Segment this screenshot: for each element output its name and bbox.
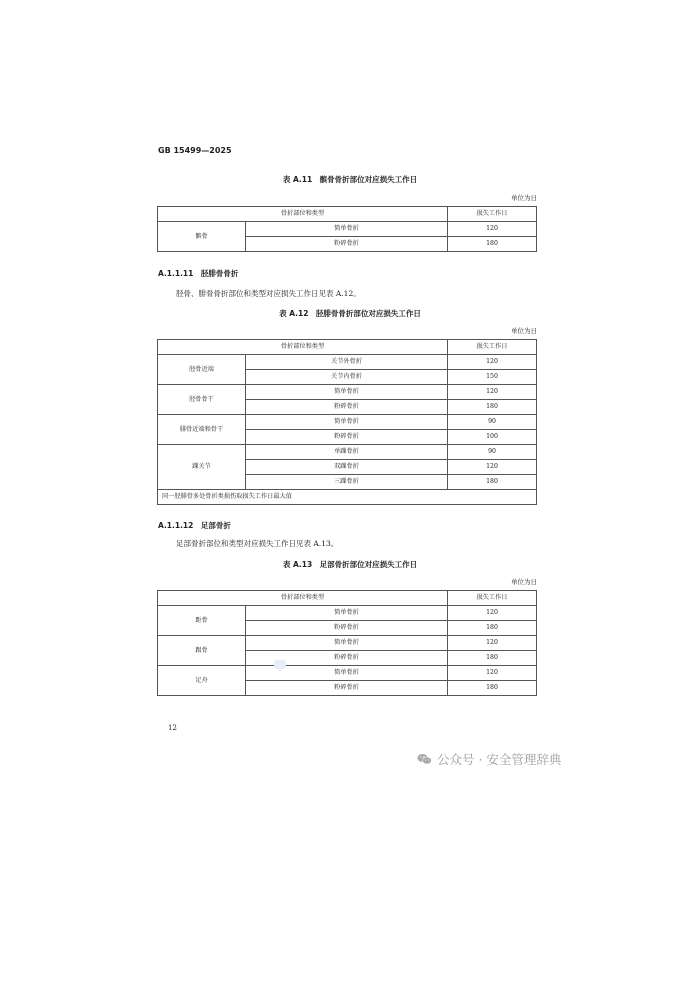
table-a13-caption: 表 A.13 足部骨折部位对应损失工作日 [282, 560, 418, 569]
table-row [158, 355, 537, 370]
site-cell: 腓骨近端和骨干 [158, 415, 246, 445]
table-a11-unit: 单位为日 [511, 194, 537, 202]
type-cell: 简单骨折 [246, 636, 448, 651]
table-a12-unit: 单位为日 [511, 327, 537, 335]
days-cell: 150 [448, 370, 537, 385]
header-row [158, 591, 537, 606]
days-cell: 120 [448, 636, 537, 651]
type-cell: 简单骨折 [246, 415, 448, 430]
table-a12-caption: 表 A.12 胫腓骨骨折部位对应损失工作日 [279, 309, 421, 318]
watermark-text: 公众号 · 安全管理辞典 [437, 752, 562, 767]
section-a1112-heading: A.1.1.12 足部骨折 [158, 521, 231, 530]
col-header-days: 损失工作日 [448, 591, 537, 606]
days-cell: 120 [448, 385, 537, 400]
page-number: 12 [168, 724, 177, 732]
table-row [158, 636, 537, 651]
days-cell: 120 [448, 355, 537, 370]
table-a13 [157, 590, 537, 696]
col-header-days: 损失工作日 [448, 207, 537, 222]
days-cell: 180 [448, 237, 537, 252]
type-cell: 粉碎骨折 [246, 430, 448, 445]
col-header-days: 损失工作日 [448, 340, 537, 355]
type-cell: 简单骨折 [246, 606, 448, 621]
site-cell: 足舟 [158, 666, 246, 696]
type-cell: 简单骨折 [246, 385, 448, 400]
days-cell: 180 [448, 681, 537, 696]
section-a1111-heading: A.1.1.11 胫腓骨骨折 [158, 269, 239, 278]
header-row [158, 207, 537, 222]
days-cell: 180 [448, 651, 537, 666]
days-cell: 120 [448, 606, 537, 621]
days-cell: 100 [448, 430, 537, 445]
note-row [158, 490, 537, 505]
type-cell: 关节内骨折 [246, 370, 448, 385]
days-cell: 180 [448, 400, 537, 415]
site-cell: 跟骨 [158, 636, 246, 666]
type-cell: 粉碎骨折 [246, 400, 448, 415]
days-cell: 90 [448, 415, 537, 430]
days-cell: 120 [448, 222, 537, 237]
site-cell: 距骨 [158, 606, 246, 636]
section-a1111-paragraph: 胫骨、腓骨骨折部位和类型对应损失工作日见表 A.12。 [176, 289, 361, 298]
table-row [158, 385, 537, 400]
type-cell: 单踝骨折 [246, 445, 448, 460]
document-code: GB 15499—2025 [158, 146, 232, 155]
type-cell: 三踝骨折 [246, 475, 448, 490]
table-a11 [157, 206, 537, 252]
section-a1112-paragraph: 足部骨折部位和类型对应损失工作日见表 A.13。 [176, 539, 339, 548]
table-a13-unit: 单位为日 [511, 578, 537, 586]
site-cell: 髌骨 [158, 222, 246, 252]
type-cell: 粉碎骨折 [246, 237, 448, 252]
header-row [158, 340, 537, 355]
days-cell: 120 [448, 460, 537, 475]
type-cell: 简单骨折 [246, 222, 448, 237]
watermark [417, 750, 561, 768]
type-cell: 关节外骨折 [246, 355, 448, 370]
table-a11-caption: 表 A.11 髌骨骨折部位对应损失工作日 [282, 175, 418, 184]
col-header-site: 骨折部位和类型 [158, 207, 448, 222]
table-row [158, 445, 537, 460]
type-cell: 粉碎骨折 [246, 681, 448, 696]
type-cell: 粉碎骨折 [246, 621, 448, 636]
site-cell: 胫骨骨干 [158, 385, 246, 415]
days-cell: 90 [448, 445, 537, 460]
site-cell: 踝关节 [158, 445, 246, 490]
table-row [158, 606, 537, 621]
table-row [158, 222, 537, 237]
site-cell: 胫骨近端 [158, 355, 246, 385]
table-note: 同一胫腓骨多处骨折类损伤取损失工作日最大值 [158, 490, 537, 505]
table-row [158, 415, 537, 430]
table-row [158, 666, 537, 681]
type-cell: 双踝骨折 [246, 460, 448, 475]
watermark-stamp [274, 660, 286, 669]
table-a12 [157, 339, 537, 505]
days-cell: 180 [448, 621, 537, 636]
type-cell: 粉碎骨折 [246, 651, 448, 666]
days-cell: 180 [448, 475, 537, 490]
wechat-icon [417, 753, 432, 765]
days-cell: 120 [448, 666, 537, 681]
type-cell: 简单骨折 [246, 666, 448, 681]
col-header-site: 骨折部位和类型 [158, 340, 448, 355]
col-header-site: 骨折部位和类型 [158, 591, 448, 606]
